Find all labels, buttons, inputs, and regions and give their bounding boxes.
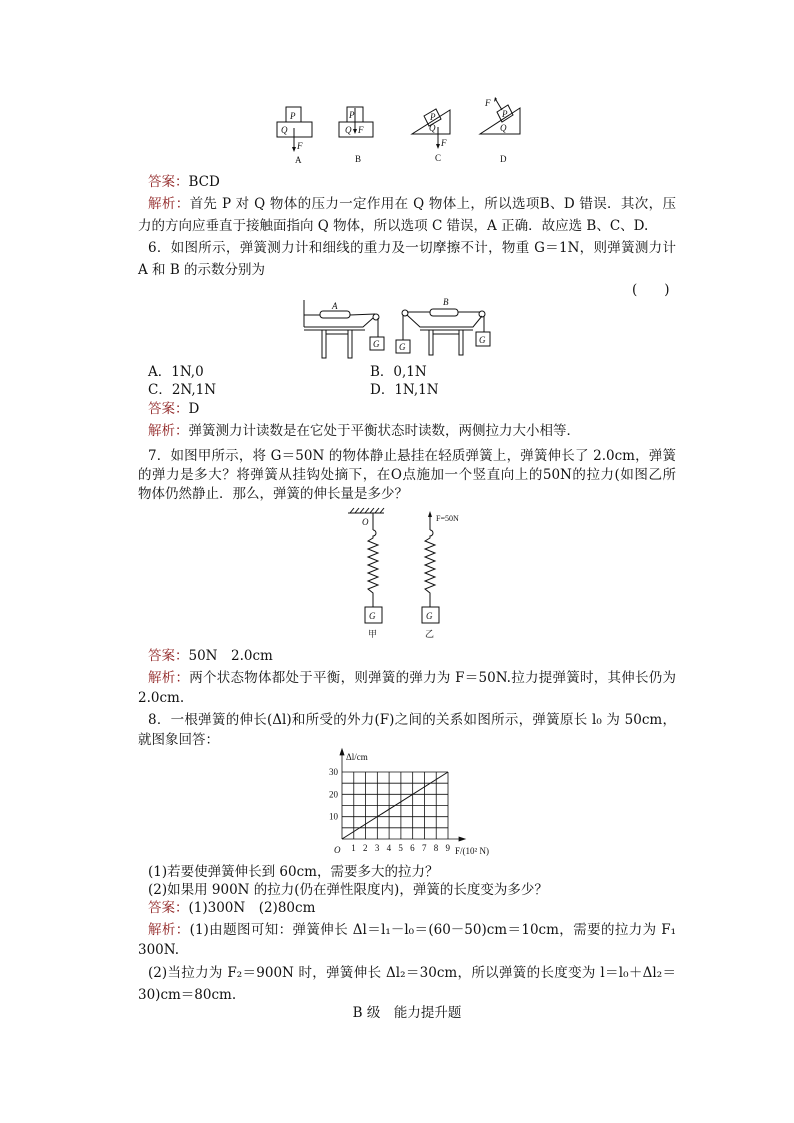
x-tick-label: 1 (351, 843, 356, 853)
question-7-stem: 的弹力是多大？将弹簧从挂钩处摘下，在O点施加一个竖直向上的50N的拉力(如图乙所 (138, 467, 676, 483)
question-8-stem: 就图象回答： (138, 732, 219, 748)
caption-b: B (355, 154, 362, 164)
analysis-label: 解析： (148, 423, 189, 439)
weight-label: G (369, 611, 376, 621)
option-d: D．1N,1N (370, 382, 439, 398)
weight-label: G (426, 611, 433, 621)
caption-a: A (295, 155, 302, 165)
label-q: Q (345, 125, 352, 135)
weight-label: G (373, 339, 380, 349)
y-tick-label: 20 (329, 789, 338, 800)
label-q: Q (281, 125, 288, 135)
answer-text: D (188, 401, 200, 417)
x-tick-label: 5 (398, 843, 403, 853)
q8-analysis (148, 921, 676, 939)
scale-b-label: B (443, 297, 449, 307)
y-tick-label: 30 (329, 767, 338, 777)
caption-d: D (500, 154, 507, 164)
x-tick-label: 3 (374, 843, 380, 853)
figure-jia-caption: 甲 (368, 629, 378, 639)
option-a: A．1N,0 (148, 364, 204, 380)
question-8-part-2: (2)如果用 900N 的拉力(仍在弹性限度内)，弹簧的长度变为多少？ (148, 882, 548, 898)
label-p: P (430, 112, 436, 122)
analysis-text: 300N. (138, 942, 180, 958)
answer-text: (1)300N (2)80cm (188, 900, 316, 916)
question-6-stem: 6．如图所示，弹簧测力计和细线的重力及一切摩擦不计，物重 G＝1N，则弹簧测力计 (148, 240, 676, 256)
analysis-label: 解析： (148, 922, 190, 938)
analysis-label: 解析： (148, 670, 190, 686)
label-p: P (502, 109, 508, 119)
analysis-text: 首先 P 对 Q 物体的压力一定作用在 Q 物体上，所以选项B、D 错误．其次，压 (189, 196, 676, 212)
question-7-stem: 7．如图甲所示，将 G＝50N 的物体静止悬挂在轻质弹簧上，弹簧伸长了 2.0cm，弹簧 (148, 448, 676, 464)
x-axis-arrow (459, 837, 465, 841)
q8-answer (148, 899, 676, 917)
analysis-text: 力的方向应垂直于接触面指向 Q 物体，所以选项 C 错误，A 正确．故应选 B、C、D. (138, 218, 649, 234)
y-axis-label: Δl/cm (346, 752, 368, 762)
answer-label: 答案： (148, 401, 189, 417)
x-tick-label: 6 (410, 843, 415, 853)
x-tick-label: 2 (363, 843, 368, 853)
analysis-text: 两个状态物体都处于平衡，则弹簧的弹力为 F＝50N.拉力提弹簧时，其伸长仍为 (189, 670, 676, 686)
analysis-text: 弹簧测力计读数是在它处于平衡状态时读数，两侧拉力大小相等． (188, 423, 580, 439)
scale-a-label: A (332, 301, 338, 311)
answer-text: 50N 2.0cm (188, 648, 273, 664)
y-axis-arrow (340, 749, 344, 755)
x-tick-label: 9 (445, 843, 450, 853)
analysis-text: 2.0cm. (138, 690, 185, 706)
label-f: F (297, 141, 303, 151)
analysis-text: 30)cm＝80cm. (138, 987, 237, 1003)
answer-label: 答案： (148, 648, 189, 664)
label-f: F (441, 138, 447, 148)
figure-yi-caption: 乙 (425, 629, 435, 639)
analysis-text: (1)由题图可知：弹簧伸长 Δl＝l₁－l₀＝(60－50)cm＝10cm，需要的拉力为 F₁ (189, 922, 676, 938)
analysis-text: (2)当拉力为 F₂＝900N 时，弹簧伸长 Δl₂＝30cm，所以弹簧的长度变为 l＝l₀＋Δl₂＝ (148, 965, 676, 981)
answer-label: 答案： (148, 900, 189, 916)
question-8-part-1: (1)若要使弹簧伸长到 60cm，需要多大的拉力？ (148, 864, 439, 880)
force-label: F=50N (436, 514, 459, 523)
option-b: B．0,1N (370, 364, 427, 380)
label-p: P (349, 110, 355, 120)
answer-bracket: ( ) (632, 282, 670, 298)
y-tick-label: 10 (329, 811, 338, 822)
x-tick-label: 7 (421, 843, 427, 853)
question-7-stem: 物体仍然静止．那么，弹簧的伸长量是多少？ (138, 486, 408, 502)
answer-label: 答案： (148, 174, 189, 190)
point-o-label: O (362, 517, 369, 527)
question-8-stem: 8．一根弹簧的伸长(Δl)和所受的外力(F)之间的关系如图所示，弹簧原长 l₀ 为 50cm， (148, 712, 676, 728)
label-q: Q (500, 123, 507, 133)
label-f: F (485, 98, 491, 108)
caption-c: C (435, 153, 442, 163)
x-tick-label: 4 (386, 843, 392, 853)
answer-text: BCD (188, 174, 220, 190)
x-axis-label: F/(10² N) (455, 846, 489, 856)
label-f: F (358, 125, 364, 135)
x-tick-label: 8 (433, 843, 439, 853)
analysis-label: 解析： (148, 196, 190, 212)
label-q: Q (429, 123, 436, 133)
section-title: B 级 能力提升题 (352, 1005, 462, 1021)
label-p: P (290, 111, 296, 121)
question-6-stem: A 和 B 的示数分别为 (138, 262, 266, 278)
origin-label: O (334, 845, 341, 855)
weight-label: G (479, 335, 486, 345)
option-c: C．2N,1N (148, 382, 217, 398)
weight-label: G (399, 342, 406, 352)
